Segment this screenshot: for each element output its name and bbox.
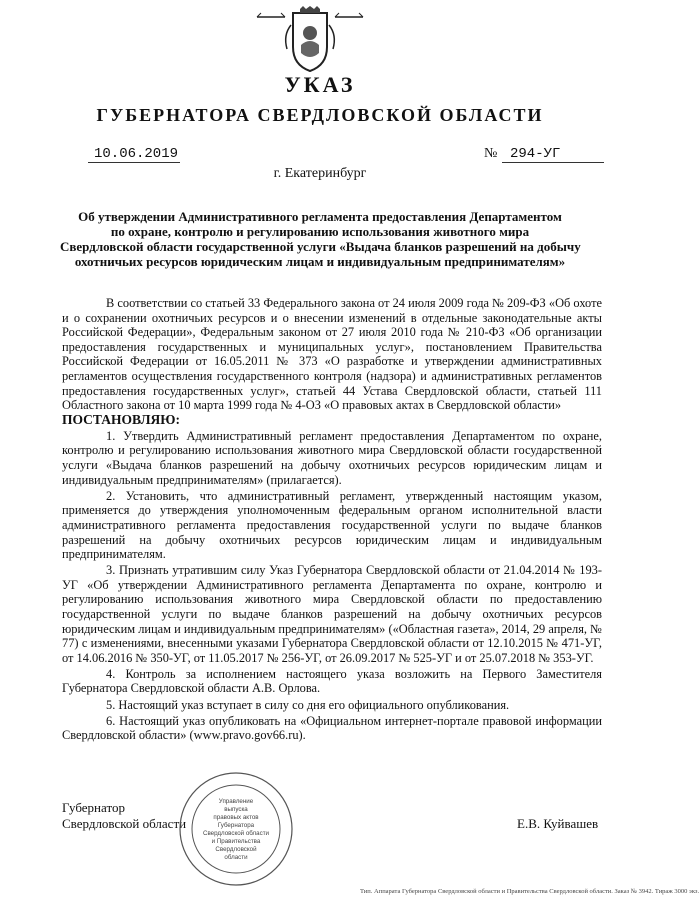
heading-line: по охране, контролю и регулированию использования животного мира	[110, 224, 530, 239]
print-footer: Тип. Аппарата Губернатора Свердловской области и Правительства Свердловской области. Заказ № 3942. Тираж 3000 экз.	[360, 888, 699, 895]
number-label: №	[484, 146, 498, 161]
stamp-text-line: правовых актов	[213, 814, 259, 821]
preamble-paragraph: В соответствии со статьей 33 Федерального закона от 24 июля 2009 года № 209-ФЗ «Об охоте и о сохранении охотничьих ресурсов и о внесении изменений в отдельные законодательные акты Российской Федерации», Федеральным законом от 27 июля 2010 года № 210-ФЗ «Об организации предоставления государственных и муниципальных услуг», постановлением Правительства Российской Федерации от 16.05.2011 № 373 «О разработке и утверждении административных регламентов осуществления государственного контроля (надзора) и административных регламентов предоставления государственных услуг», статьей 44 Устава Свердловской области, статьей 111 Областного закона от 10 марта 1999 года № 4-ОЗ «О правовых актах в Свердловской области»	[62, 296, 602, 413]
signer-position	[62, 800, 186, 832]
decree-item: 6. Настоящий указ опубликовать на «Официальном интернет-портале правовой информации Свердловской области» (www.pravo.gov66.ru).	[62, 713, 602, 743]
decree-item: 1. Утвердить Административный регламент предоставления Департаментом по охране, контролю и регулированию использования животного мира Свердловской области государственной услуги «Выдача бланков разрешений на добычу охотничьих ресурсов юридическим лицам и индивидуальным предпринимателям» (прилагается).	[62, 428, 602, 487]
stamp-text-line: Свердловской области	[202, 830, 270, 837]
doc-type-title: УКАЗ	[284, 72, 356, 97]
stamp-text-line: выпуска	[224, 806, 248, 813]
doc-number: 294-УГ	[502, 146, 604, 163]
signer-position-line: Свердловской области	[62, 816, 187, 831]
signer-position-line: Губернатор	[62, 800, 125, 815]
heading-line: Свердловской области государственной услуги «Выдача бланков разрешений на добычу	[60, 239, 581, 254]
signer-name: Е.В. Куйвашев	[517, 816, 599, 831]
decree-item: 2. Установить, что административный регламент, утвержденный настоящим указом, применяется до утверждения уполномоченным федеральным органом исполнительной власти административного регламента предоставления государственной услуги по выдаче бланков разрешений на добычу охотничьих ресурсов юридическим лицам и индивидуальным предпринимателям.	[62, 488, 602, 562]
stamp-text-line: и Правительства	[211, 838, 261, 845]
decree-word: ПОСТАНОВЛЯЮ:	[62, 412, 180, 428]
decree-item: 3. Признать утратившим силу Указ Губернатора Свердловской области от 21.04.2014 № 193-УГ «Об утверждении Административного регламента Департамента по охране, контролю и регулированию использования животного мира Свердловской области по предоставлению государственной услуги по выдаче бланков разрешений на добычу охотничьих ресурсов юридическим лицам и индивидуальным предпринимателям» («Областная газета», 2014, 29 апреля, № 77) с изменениями, внесенными указами Губернатора Свердловской области от 12.10.2015 № 471-УГ, от 14.06.2016 № 350-УГ, от 11.05.2017 № 256-УГ, от 26.09.2017 № 525-УГ и от 25.07.2018 № 353-УГ.	[62, 563, 602, 665]
stamp-text-line: Свердловской	[215, 846, 257, 853]
issuer-title: ГУБЕРНАТОРА СВЕРДЛОВСКОЙ ОБЛАСТИ	[96, 105, 544, 125]
doc-body	[62, 296, 602, 744]
decree-item: 5. Настоящий указ вступает в силу со дня его официального опубликования.	[106, 697, 510, 712]
coat-of-arms-icon	[255, 5, 365, 75]
heading-line: охотничьих ресурсов юридическим лицам и индивидуальным предпринимателям»	[74, 254, 566, 269]
official-stamp-icon	[176, 770, 296, 888]
stamp-text-line: Управление	[218, 798, 254, 805]
heading-line: Об утверждении Административного регламента предоставления Департаментом	[78, 209, 562, 224]
doc-date: 10.06.2019	[88, 146, 180, 163]
stamp-text-line: Губернатора	[217, 822, 255, 829]
stamp-text-line: области	[224, 854, 248, 861]
city: г. Екатеринбург	[273, 166, 367, 181]
decree-item: 4. Контроль за исполнением настоящего указа возложить на Первого Заместителя Губернатора Свердловской области А.В. Орлова.	[62, 666, 602, 696]
doc-heading	[60, 209, 580, 269]
